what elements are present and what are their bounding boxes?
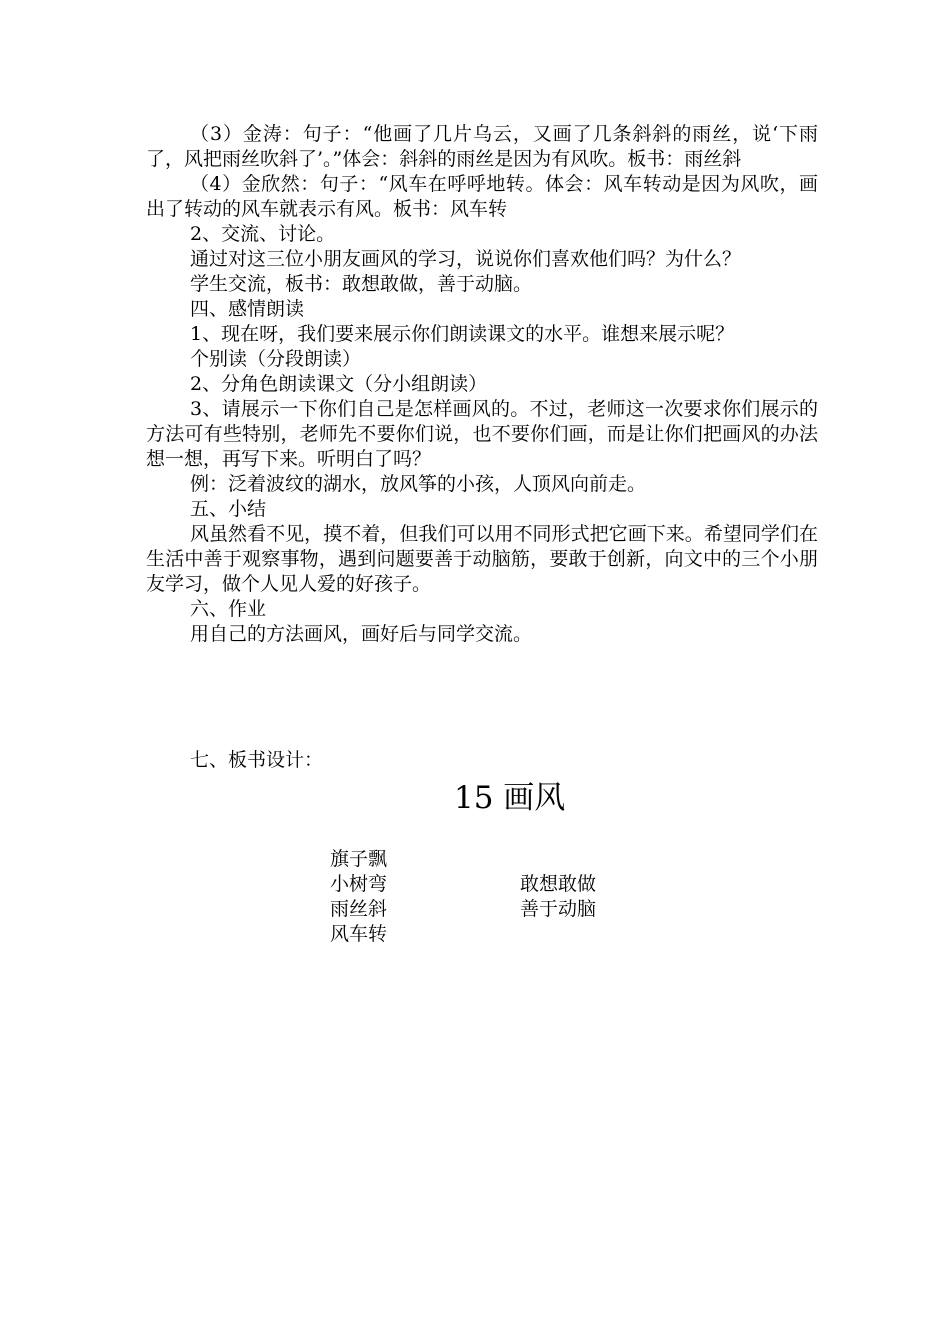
paragraph-reading-3: 3、请展示一下你们自己是怎样画风的。不过，老师这一次要求你们展示的方法可有些特别，老师先不要你们说，也不要你们画，而是让你们把画风的办法想一想，再写下来。听明白了吗？ (146, 398, 818, 470)
paragraph-discuss-question: 通过对这三位小朋友画风的学习，说说你们喜欢他们吗？为什么？ (190, 248, 742, 270)
paragraph-example: 例：泛着波纹的湖水，放风筝的小孩，人顶风向前走。 (190, 473, 647, 495)
paragraph-homework: 用自己的方法画风，画好后与同学交流。 (190, 623, 533, 645)
board-left-column (330, 847, 387, 947)
board-title: 15 画风 (454, 780, 566, 816)
paragraph-reading-individual: 个别读（分段朗读） (190, 348, 362, 370)
paragraph-discuss-heading: 2、交流、讨论。 (190, 223, 336, 245)
board-right-column (520, 872, 596, 922)
board-item: 小树弯 (330, 873, 388, 895)
board-item: 敢想敢做 (520, 873, 597, 895)
lesson-body (146, 122, 818, 647)
board-design-heading: 七、板书设计： (190, 749, 324, 771)
section-heading-homework: 六、作业 (190, 598, 267, 620)
board-item: 善于动脑 (520, 898, 597, 920)
section-heading-reading: 四、感情朗读 (190, 298, 305, 320)
section-heading-summary: 五、小结 (190, 498, 267, 520)
board-item: 旗子飘 (330, 848, 388, 870)
paragraph-summary: 风虽然看不见，摸不着，但我们可以用不同形式把它画下来。希望同学们在生活中善于观察事物，遇到问题要善于动脑筋，要敢于创新，向文中的三个小朋友学习，做个人见人爱的好孩子。 (146, 523, 818, 595)
board-item: 风车转 (330, 923, 388, 945)
paragraph-reading-2: 2、分角色朗读课文（分小组朗读） (190, 373, 488, 395)
paragraph-reading-1: 1、现在呀，我们要来展示你们朗读课文的水平。谁想来展示呢？ (190, 323, 735, 345)
paragraph-student-exchange: 学生交流，板书：敢想敢做，善于动脑。 (190, 273, 533, 295)
board-item: 雨丝斜 (330, 898, 388, 920)
paragraph-4-jinxinran: （4）金欣然：句子：“风车在呼呼地转。体会：风车转动是因为风吹，画出了转动的风车就表示有风。板书：风车转 (146, 173, 818, 220)
paragraph-3-jintao: （3）金涛：句子：“他画了几片乌云，又画了几条斜斜的雨丝，说‘下雨了，风把雨丝吹斜了’。”体会：斜斜的雨丝是因为有风吹。板书：雨丝斜 (146, 123, 818, 170)
